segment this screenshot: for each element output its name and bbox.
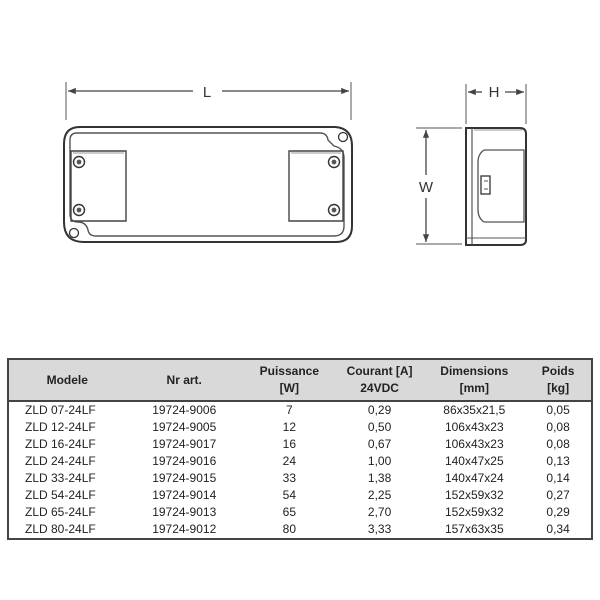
header-article: Nr art. [126, 359, 243, 401]
cell-model: ZLD 12-24LF [8, 419, 126, 436]
cell-power: 54 [282, 488, 297, 502]
screw-icon [329, 157, 340, 168]
cell-dimensions: 140x47x25 [444, 454, 504, 468]
cell-current: 0,29 [367, 403, 392, 417]
cell-article: 19724-9006 [152, 403, 217, 417]
length-label: L [202, 84, 212, 101]
cell-weight: 0,08 [525, 436, 592, 453]
side-view [466, 128, 526, 245]
mount-hole-icon [70, 229, 79, 238]
cell-model: ZLD 07-24LF [8, 401, 126, 419]
cell-article: 19724-9012 [126, 521, 243, 539]
cell-article: 19724-9005 [152, 420, 217, 434]
cell-weight: 0,27 [525, 487, 592, 504]
table-row [8, 487, 592, 504]
cell-dimensions: 140x47x24 [444, 471, 504, 485]
header-current: Courant [A] 24VDC [336, 359, 424, 401]
cell-article: 19724-9016 [152, 454, 217, 468]
table-row [8, 419, 592, 436]
cell-current: 3,33 [336, 521, 424, 539]
table-header-row [8, 359, 592, 401]
cell-current: 1,00 [367, 454, 392, 468]
cell-current: 0,50 [367, 420, 392, 434]
cell-dimensions: 152x59x32 [444, 488, 504, 502]
cell-dimensions: 86x35x21,5 [443, 403, 506, 417]
cell-power: 24 [282, 454, 297, 468]
cell-current: 2,70 [367, 505, 392, 519]
table-row [8, 521, 592, 539]
mount-hole-icon [339, 133, 348, 142]
screw-icon [74, 157, 85, 168]
cell-power: 65 [282, 505, 297, 519]
top-view [64, 127, 352, 242]
height-dimension [466, 84, 526, 124]
screw-icon [74, 205, 85, 216]
cell-power: 33 [282, 471, 297, 485]
width-label: W [418, 179, 434, 196]
cell-model: ZLD 65-24LF [8, 504, 126, 521]
cell-current: 1,38 [367, 471, 392, 485]
cell-dimensions: 152x59x32 [444, 505, 504, 519]
cell-model: ZLD 24-24LF [8, 453, 126, 470]
cell-dimensions: 106x43x23 [444, 437, 504, 451]
length-dimension [66, 82, 351, 120]
screw-icon [329, 205, 340, 216]
cell-power: 7 [285, 403, 293, 417]
header-dimensions: Dimensions [mm] [423, 359, 525, 401]
cell-current: 0,67 [367, 437, 392, 451]
cell-weight: 0,29 [525, 504, 592, 521]
cell-power: 16 [282, 437, 297, 451]
header-power: Puissance [W] [243, 359, 336, 401]
width-dimension [416, 128, 462, 244]
cell-model: ZLD 54-24LF [8, 487, 126, 504]
table-row [8, 401, 592, 419]
specification-table [7, 358, 593, 540]
cell-model: ZLD 16-24LF [8, 436, 126, 453]
height-label: H [488, 84, 500, 101]
cell-model: ZLD 80-24LF [8, 521, 126, 539]
header-weight: Poids [kg] [525, 359, 592, 401]
cell-weight: 0,14 [525, 470, 592, 487]
header-model: Modele [8, 359, 126, 401]
cell-weight: 0,34 [525, 521, 592, 539]
table-row [8, 453, 592, 470]
cell-current: 2,25 [367, 488, 392, 502]
table-row [8, 504, 592, 521]
table-row [8, 436, 592, 453]
cell-article: 19724-9014 [152, 488, 217, 502]
cell-article: 19724-9015 [152, 471, 217, 485]
cell-dimensions: 106x43x23 [444, 420, 504, 434]
cell-power: 80 [243, 521, 336, 539]
cell-article: 19724-9013 [152, 505, 217, 519]
cell-weight: 0,05 [525, 401, 592, 419]
cell-weight: 0,08 [525, 419, 592, 436]
cell-model: ZLD 33-24LF [8, 470, 126, 487]
table-row [8, 470, 592, 487]
cell-power: 12 [282, 420, 297, 434]
cell-article: 19724-9017 [152, 437, 217, 451]
cell-dimensions: 157x63x35 [423, 521, 525, 539]
cell-weight: 0,13 [525, 453, 592, 470]
